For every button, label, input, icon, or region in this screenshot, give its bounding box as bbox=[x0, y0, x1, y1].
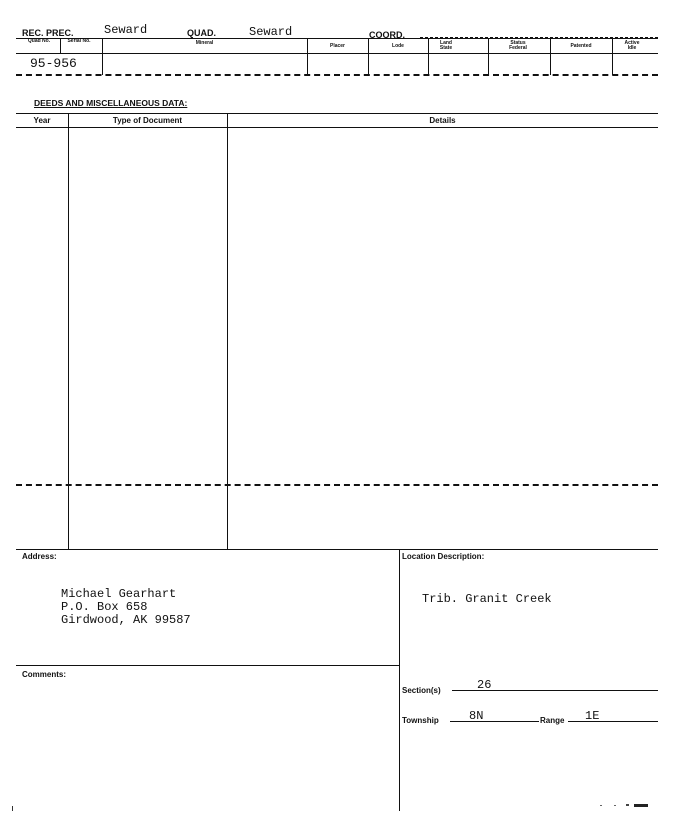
record-divider bbox=[60, 38, 61, 53]
range-line bbox=[568, 721, 658, 722]
deeds-bottom-rule bbox=[16, 549, 658, 550]
quad-no-label: Quad No. bbox=[27, 38, 51, 44]
township-value: 8N bbox=[469, 709, 484, 723]
record-divider bbox=[428, 38, 429, 75]
status-federal-label: Status Federal bbox=[509, 40, 527, 51]
quad-no-value: 95-956 bbox=[30, 56, 77, 71]
township-label: Township bbox=[402, 716, 439, 725]
lower-divider bbox=[399, 549, 400, 811]
address-line1: Michael Gearhart bbox=[61, 587, 177, 601]
sections-value: 26 bbox=[477, 678, 492, 692]
location-value: Trib. Granit Creek bbox=[422, 592, 552, 606]
record-divider bbox=[488, 38, 489, 75]
deeds-dashed-rule bbox=[16, 484, 658, 486]
deeds-header-rule bbox=[16, 127, 658, 128]
range-value: 1E bbox=[585, 709, 600, 723]
placer-label: Placer bbox=[329, 43, 345, 49]
address-line3: Girdwood, AK 99587 bbox=[61, 613, 191, 627]
rec-prec-value: Seward bbox=[104, 23, 148, 37]
record-divider bbox=[612, 38, 613, 75]
record-table-header-rule bbox=[16, 53, 658, 54]
serial-no-label: Serial No. bbox=[67, 38, 91, 44]
location-label: Location Description: bbox=[402, 552, 485, 561]
township-line bbox=[450, 721, 539, 722]
active-idle-label: Active Idle bbox=[624, 40, 640, 51]
coord-label: COORD. bbox=[369, 30, 405, 40]
scan-mark bbox=[12, 806, 13, 811]
sections-label: Section(s) bbox=[402, 686, 441, 695]
col-type-label: Type of Document bbox=[112, 116, 183, 125]
col-year-label: Year bbox=[33, 116, 51, 125]
address-line2: P.O. Box 658 bbox=[61, 600, 148, 614]
patented-label: Patented bbox=[570, 43, 592, 49]
range-label: Range bbox=[540, 716, 565, 725]
mineral-label: Mineral bbox=[195, 40, 214, 46]
record-table-top-rule bbox=[16, 38, 658, 39]
record-table-bottom-rule bbox=[16, 74, 658, 76]
quad-value: Seward bbox=[249, 25, 293, 39]
rec-prec-label: REC. PREC. bbox=[22, 28, 74, 38]
col-details-label: Details bbox=[429, 116, 456, 125]
quad-label: QUAD. bbox=[187, 28, 216, 38]
comments-label: Comments: bbox=[22, 670, 67, 679]
address-bottom-rule bbox=[16, 665, 399, 666]
scan-noise bbox=[600, 804, 650, 807]
address-label: Address: bbox=[22, 552, 57, 561]
lode-label: Lode bbox=[392, 43, 404, 49]
deeds-top-rule bbox=[16, 113, 658, 114]
land-state-label: Land State bbox=[439, 40, 453, 51]
deeds-section-title: DEEDS AND MISCELLANEOUS DATA: bbox=[34, 98, 188, 108]
